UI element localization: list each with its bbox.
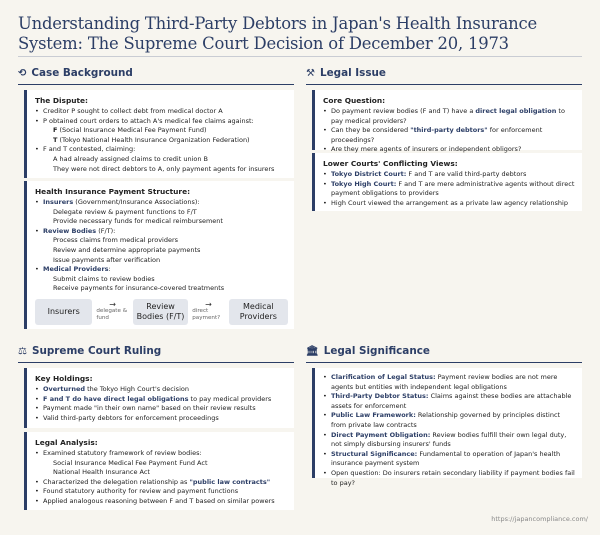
arrow-right-icon: → xyxy=(205,300,212,310)
section-divider xyxy=(306,84,582,85)
list-item: • Applied analogous reasoning between F and T based on similar powers xyxy=(35,497,288,507)
core-question-title: Core Question: xyxy=(323,96,386,105)
title-divider xyxy=(18,56,582,57)
structure-title: Health Insurance Payment Structure: xyxy=(35,187,191,196)
list-item: • Do payment review bodies (F and T) have a direct legal obligation to pay medical providers? xyxy=(323,107,576,126)
section-divider xyxy=(18,362,294,363)
page-title: Understanding Third-Party Debtors in Japan's Health Insurance System: The Supreme Court Decision of December 20, 1973 xyxy=(18,14,538,53)
sub-item: Submit claims to review bodies xyxy=(53,274,155,283)
list-item: • F and T contested, claiming: xyxy=(35,145,288,155)
sub-item: They were not direct debtors to A, only payment agents for insurers xyxy=(53,164,275,173)
sub-item: Issue payments after verification xyxy=(53,255,161,264)
sub-item: T (Tokyo National Health Insurance Organization Federation) xyxy=(53,135,250,144)
payment-flow-diagram xyxy=(35,299,288,325)
list-item: • F and T do have direct legal obligations to pay medical providers xyxy=(35,395,288,405)
key-holdings-title: Key Holdings: xyxy=(35,374,93,383)
list-item: • Medical Providers: xyxy=(35,265,288,275)
list-item: • Tokyo High Court: F and T are mere administrative agents without direct payment obligations to providers xyxy=(323,180,576,199)
section-divider xyxy=(18,84,294,85)
list-item: • Characterized the delegation relationship as "public law contracts" xyxy=(35,478,288,488)
scales-icon: ⚖ xyxy=(18,345,27,357)
list-item: • Overturned the Tokyo High Court's decision xyxy=(35,385,288,395)
list-item: • P obtained court orders to attach A's medical fee claims against: xyxy=(35,117,288,127)
payment-structure-box xyxy=(24,181,294,329)
footer-url[interactable]: https://japancompliance.com/ xyxy=(491,515,588,523)
list-item: • Valid third-party debtors for enforcement proceedings xyxy=(35,414,288,424)
list-item: • Payment made "in their own name" based on their review results xyxy=(35,404,288,414)
list-item: • Third-Party Debtor Status: Claims against these bodies are attachable assets for enforcement xyxy=(323,392,576,411)
flow-node-insurers: Insurers xyxy=(35,299,92,325)
sub-item: Receive payments for insurance-covered treatments xyxy=(53,284,225,293)
legal-significance-heading: 🏛 Legal Significance xyxy=(306,345,430,357)
list-item: • Tokyo District Court: F and T are valid third-party debtors xyxy=(323,170,576,180)
lower-courts-box xyxy=(312,153,582,211)
key-holdings-box xyxy=(24,368,294,428)
sub-item: Provide necessary funds for medical reimbursement xyxy=(53,217,223,226)
flow-node-medical-providers: Medical Providers xyxy=(229,299,288,325)
sub-item: F (Social Insurance Medical Fee Payment Fund) xyxy=(53,126,207,135)
sub-item: Process claims from medical providers xyxy=(53,236,179,245)
list-item: • Public Law Framework: Relationship governed by principles distinct from private law contracts xyxy=(323,411,576,430)
sub-item: Delegate review & payment functions to F/T xyxy=(53,207,197,216)
flow-arrow-delegate: → delegate & fund xyxy=(96,300,128,322)
dispute-title: The Dispute: xyxy=(35,96,89,105)
list-item: • Insurers (Government/Insurance Associations): xyxy=(35,198,288,208)
significance-box xyxy=(312,368,582,487)
list-item: • Review Bodies (F/T): xyxy=(35,227,288,237)
list-item: • Structural Significance: Fundamental to operation of Japan's health insurance payment system xyxy=(323,450,576,469)
list-item: • Found statutory authority for review and payment functions xyxy=(35,487,288,497)
sub-item: Social Insurance Medical Fee Payment Fund Act xyxy=(53,458,208,467)
case-background-heading: ⟲ Case Background xyxy=(18,67,133,79)
core-question-box xyxy=(312,90,582,154)
list-item: • Open question: Do insurers retain secondary liability if payment bodies fail to pay? xyxy=(323,469,576,488)
list-item: • High Court viewed the arrangement as a private law agency relationship xyxy=(323,199,576,209)
list-item: • Examined statutory framework of review bodies: xyxy=(35,449,288,459)
flow-arrow-direct-payment: → direct payment? xyxy=(192,301,224,322)
list-item: • Clarification of Legal Status: Payment review bodies are not mere agents but entities with independent legal obligations xyxy=(323,373,576,392)
dispute-box xyxy=(24,90,294,178)
arrow-right-icon: → xyxy=(109,300,116,310)
list-item: • Creditor P sought to collect debt from medical doctor A xyxy=(35,107,288,117)
sub-item: A had already assigned claims to credit union B xyxy=(53,154,209,163)
gavel-icon: ⚒ xyxy=(306,67,315,79)
legal-analysis-title: Legal Analysis: xyxy=(35,438,98,447)
section-divider xyxy=(306,362,582,363)
supreme-court-ruling-heading: ⚖ Supreme Court Ruling xyxy=(18,345,162,357)
sub-item: National Health Insurance Act xyxy=(53,468,150,477)
sub-item: Review and determine appropriate payments xyxy=(53,245,201,254)
legal-analysis-box xyxy=(24,432,294,510)
list-item: • Are they mere agents of insurers or independent obligors? xyxy=(323,145,576,155)
lower-courts-title: Lower Courts' Conflicting Views: xyxy=(323,159,458,168)
list-item: • Direct Payment Obligation: Review bodies fulfill their own legal duty, not simply disbursing insurers' funds xyxy=(323,431,576,450)
flow-node-review-bodies: Review Bodies (F/T) xyxy=(133,299,188,325)
list-item: • Can they be considered "third-party debtors" for enforcement proceedings? xyxy=(323,126,576,145)
building-icon: 🏛 xyxy=(306,345,319,357)
legal-issue-heading: ⚒ Legal Issue xyxy=(306,67,386,79)
history-icon: ⟲ xyxy=(18,67,27,79)
